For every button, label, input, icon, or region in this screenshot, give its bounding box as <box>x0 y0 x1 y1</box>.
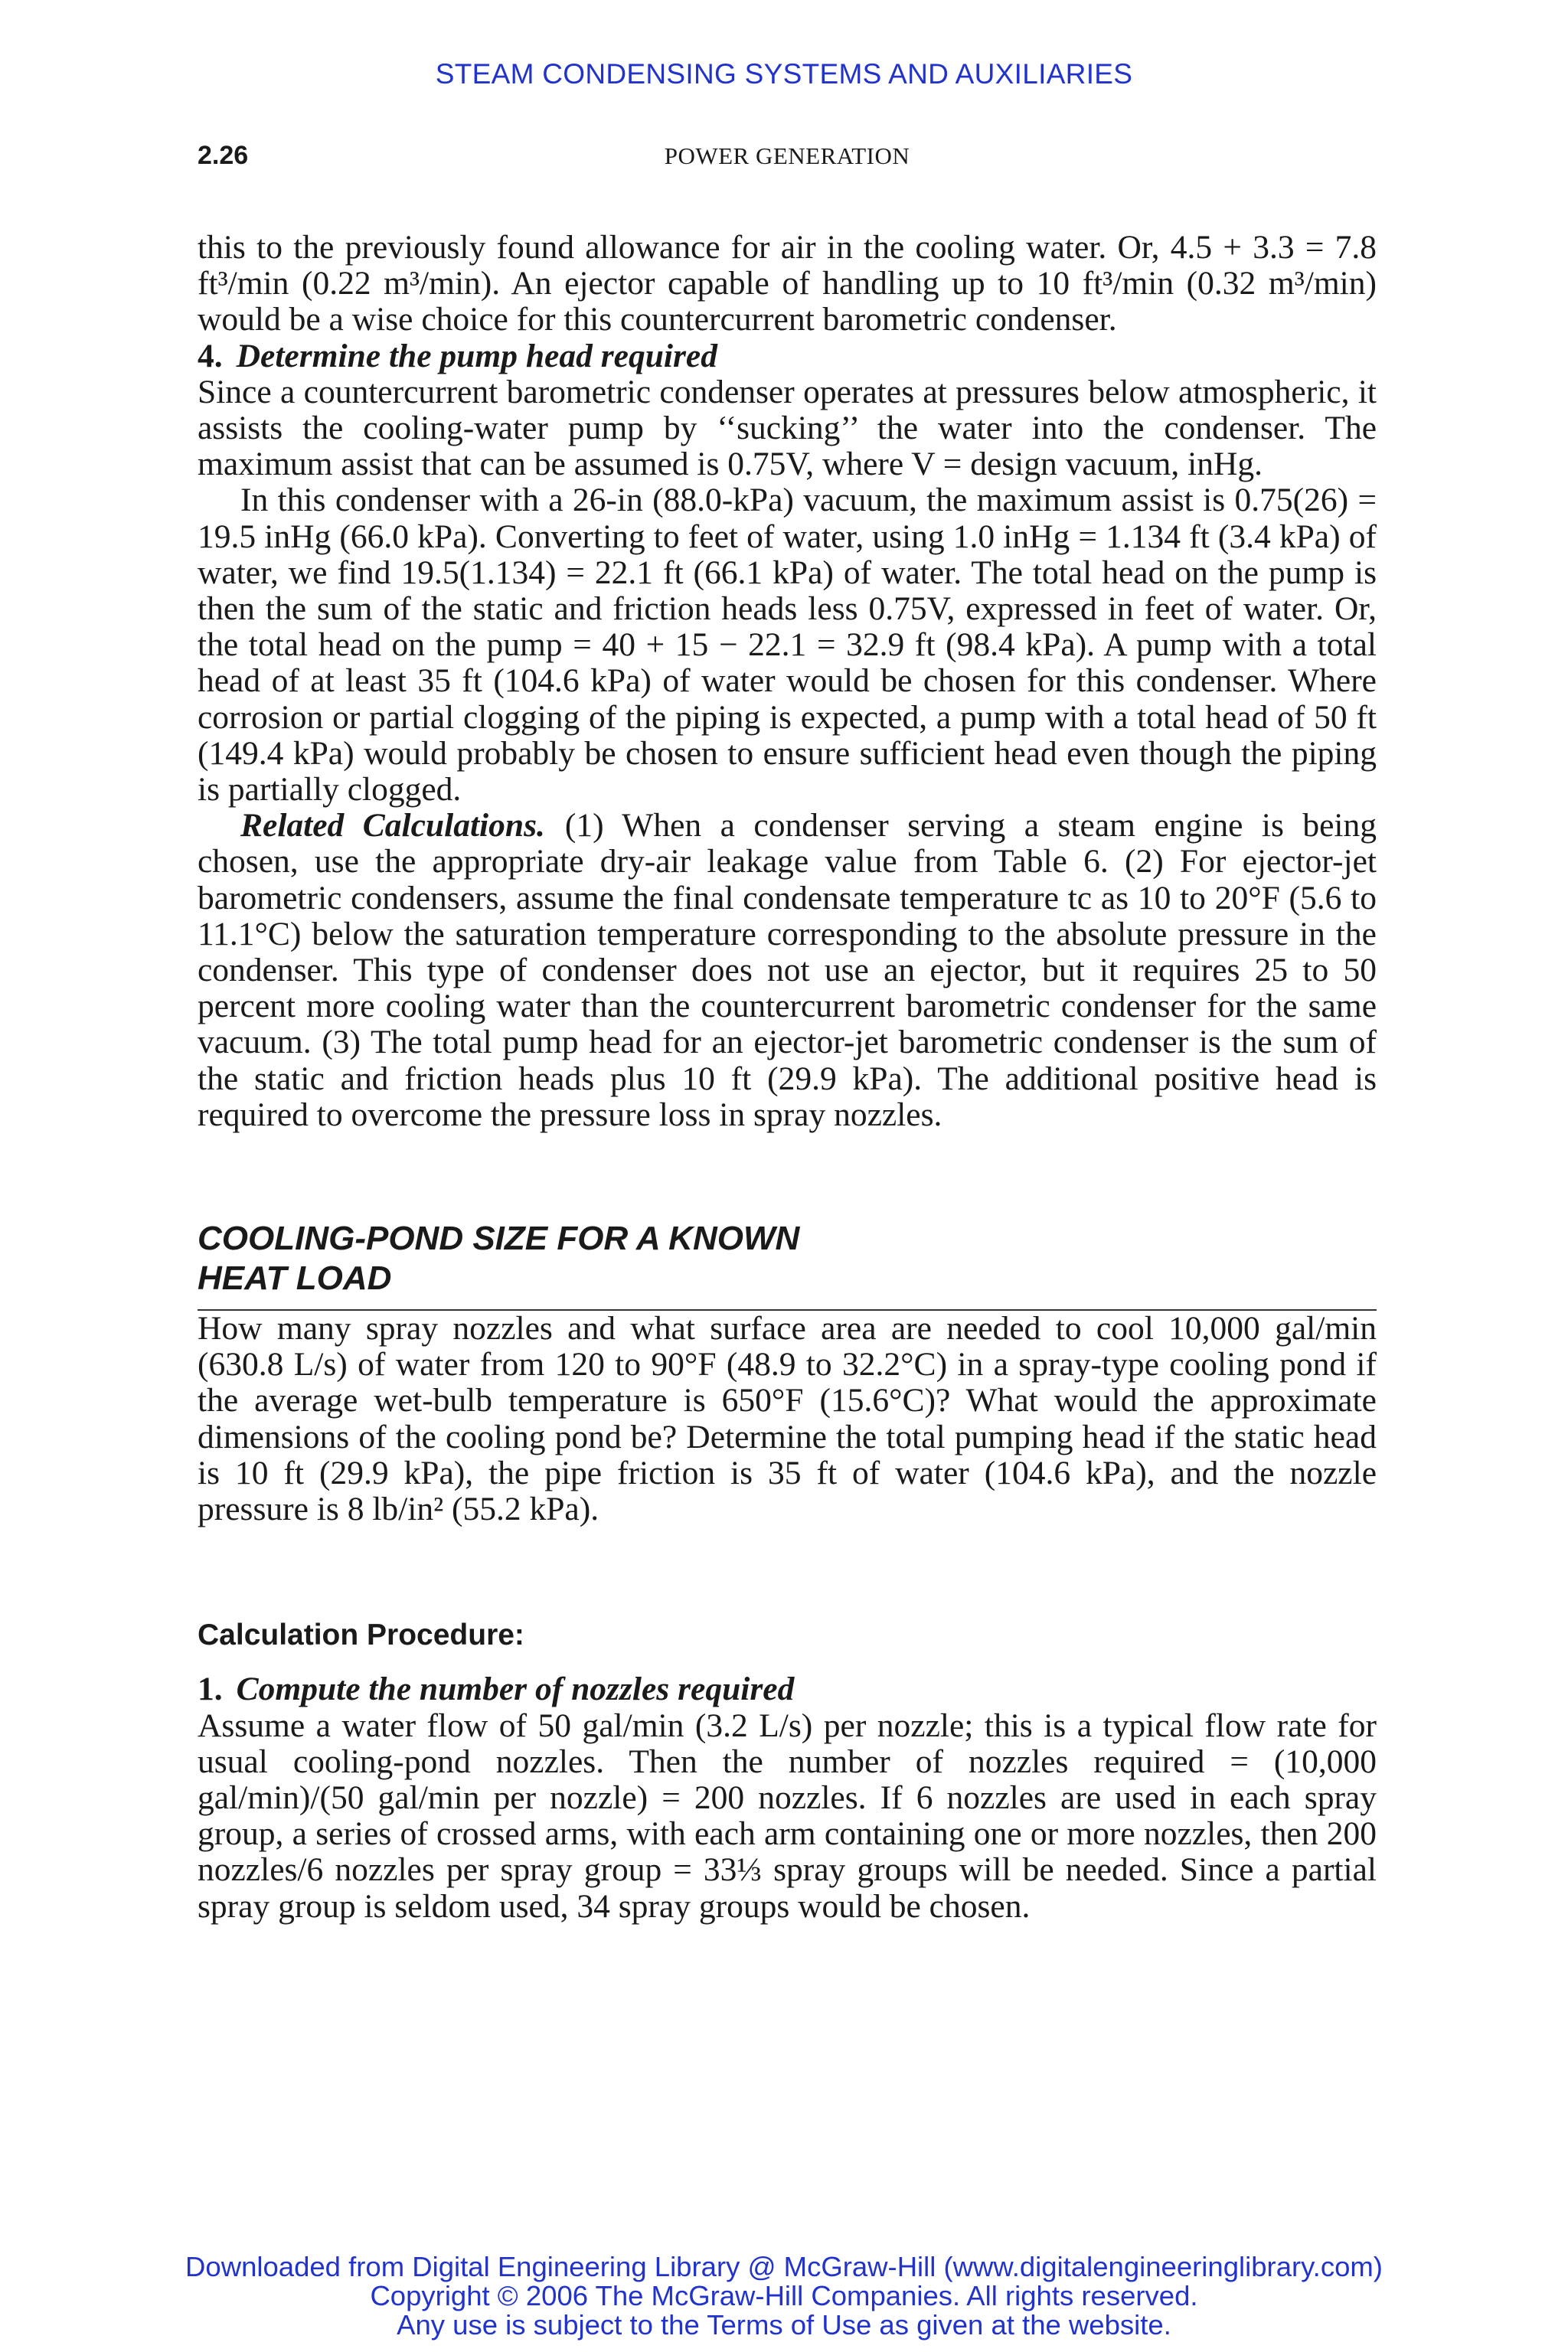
footer <box>0 2252 1568 2340</box>
book-title: POWER GENERATION <box>664 142 910 169</box>
footer-download-line[interactable]: Downloaded from Digital Engineering Library @ McGraw-Hill (www.digitalengineeringlibrary.com) <box>185 2251 1383 2282</box>
page-header <box>198 141 1377 179</box>
intro-paragraph: this to the previously found allowance for air in the cooling water. Or, 4.5 + 3.3 = 7.8 ft³/min (0.22 m³/min). An ejector capable of handling up to 10 ft³/min (0.32 m³/min) would be a wise choice for this countercurrent barometric condenser. <box>198 229 1377 338</box>
related-calculations-text: (1) When a condenser serving a steam engine is being chosen, use the appropriate dry-air leakage value from Table 6. (2) For ejector-jet barometric condensers, assume the final condensate temperature tc as 10 to 20°F (5.6 to 11.1°C) below the saturation temperature corresponding to the absolute pressure in the condenser. This type of condenser does not use an ejector, but it requires 25 to 50 percent more cooling water than the countercurrent barometric condenser for the same vacuum. (3) The total pump head for an ejector-jet barometric condenser is the sum of the static and friction heads plus 10 ft (29.9 kPa). The additional positive head is required to overcome the pressure loss in spray nozzles. <box>198 807 1377 1133</box>
problem-statement: How many spray nozzles and what surface area are needed to cool 10,000 gal/min (630.8 L/s) of water from 120 to 90°F (48.9 to 32.2°C) in a spray-type cooling pond if the average wet-bulb temperature is 650°F (15.6°C)? What would the approximate dimensions of the cooling pond be? Determine the total pumping head if the static head is 10 ft (29.9 kPa), the pipe friction is 35 ft of water (104.6 kPa), and the nozzle pressure is 8 lb/in² (55.2 kPa). <box>198 1310 1377 1528</box>
running-head: STEAM CONDENSING SYSTEMS AND AUXILIARIES <box>435 58 1133 90</box>
page-body <box>198 230 1377 1925</box>
section-title-line-2: HEAT LOAD <box>198 1259 392 1298</box>
section-title <box>198 1219 1377 1311</box>
section-title-line-1: COOLING-POND SIZE FOR A KNOWN <box>198 1220 800 1258</box>
related-calculations <box>198 808 1377 1133</box>
page-number: 2.26 <box>198 141 249 170</box>
step-4-heading <box>198 338 1377 374</box>
step-4-title: Determine the pump head required <box>236 337 717 374</box>
step-1-number: 1. <box>198 1671 223 1708</box>
step-1-paragraph: Assume a water flow of 50 gal/min (3.2 L/s) per nozzle; this is a typical flow rate for usual cooling-pond nozzles. Then the number of nozzles required = (10,000 gal/min)/(50 gal/min per nozzle) = 200 nozzles. If 6 nozzles are used in each spray group, a series of crossed arms, with each arm containing one or more nozzles, then 200 nozzles/6 nozzles per spray group = 33⅓ spray groups will be needed. Since a partial spray group is seldom used, 34 spray groups would be chosen. <box>198 1707 1377 1925</box>
footer-copyright-line: Copyright © 2006 The McGraw-Hill Companies. All rights reserved. <box>370 2280 1198 2311</box>
step-1-title: Compute the number of nozzles required <box>236 1671 795 1708</box>
step-1-heading <box>198 1671 1377 1707</box>
calculation-procedure-heading: Calculation Procedure: <box>198 1619 524 1652</box>
step-4-paragraph-2: In this condenser with a 26-in (88.0-kPa) vacuum, the maximum assist is 0.75(26) = 19.5 inHg (66.0 kPa). Converting to feet of water, using 1.0 inHg = 1.134 ft (3.4 kPa) of water, we find 19.5(1.134) = 22.1 ft (66.1 kPa) of water. The total head on the pump is then the sum of the static and friction heads less 0.75V, expressed in feet of water. Or, the total head on the pump = 40 + 15 − 22.1 = 32.9 ft (98.4 kPa). A pump with a total head of at least 35 ft (104.6 kPa) of water would be chosen for this condenser. Where corrosion or partial clogging of the piping is expected, a pump with a total head of 50 ft (149.4 kPa) would probably be chosen to ensure sufficient head even though the piping is partially clogged. <box>198 482 1377 808</box>
footer-terms-line[interactable]: Any use is subject to the Terms of Use as given at the website. <box>397 2309 1171 2341</box>
step-4-paragraph-1: Since a countercurrent barometric condenser operates at pressures below atmospheric, it assists the cooling-water pump by ‘‘sucking’’ the water into the condenser. The maximum assist that can be assumed is 0.75V, where V = design vacuum, inHg. <box>198 373 1377 483</box>
related-calculations-heading: Related Calculations. <box>240 807 545 844</box>
step-4-number: 4. <box>198 337 223 374</box>
